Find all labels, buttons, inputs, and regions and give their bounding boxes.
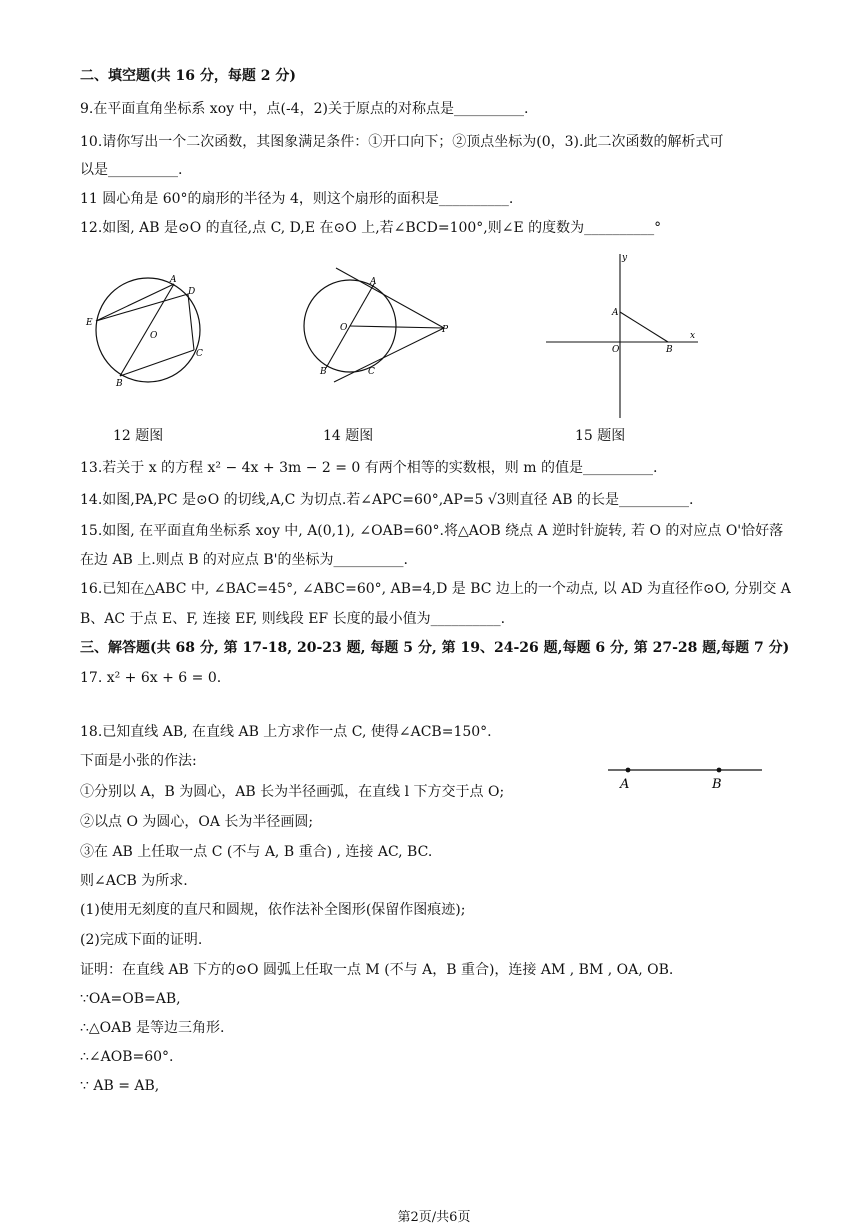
question-18-part-2: (2)完成下面的证明. <box>80 932 203 948</box>
fig14-label-a: A <box>370 277 377 287</box>
figure-15-caption: 15 题图 <box>575 428 626 444</box>
proof-line-1: 证明：在直线 AB 下方的⊙O 圆弧上任取一点 M (不与 A，B 重合)，连接 AM , BM , OA, OB. <box>80 962 674 978</box>
fig15-label-y: y <box>622 253 628 263</box>
question-18-step-3: ③在 AB 上任取一点 C (不与 A, B 重合) , 连接 AC, BC. <box>80 844 433 860</box>
question-18-line-1: 18.已知直线 AB, 在直线 AB 上方求作一点 C, 使得∠ACB=150°. <box>80 724 492 740</box>
question-11: 11 圆心角是 60°的扇形的半径为 4，则这个扇形的面积是__________. <box>80 191 514 207</box>
fig14-label-o: O <box>340 323 348 333</box>
fig15-label-x: x <box>690 331 696 341</box>
fig14-label-p: P <box>442 325 449 335</box>
page-footer: 第2页/共6页 <box>397 1210 471 1225</box>
fig18-label-b: B <box>712 777 722 792</box>
fig12-label-o: O <box>150 331 158 341</box>
question-10-line-2: 以是__________. <box>80 162 183 178</box>
fig14-label-b: B <box>320 367 327 377</box>
question-10-line-1: 10.请你写出一个二次函数，其图象满足条件：①开口向下；②顶点坐标为(0，3).此二次函数的解析式可 <box>80 134 724 150</box>
question-16-line-1: 16.已知在△ABC 中, ∠BAC=45°, ∠ABC=60°, AB=4,D 是 BC 边上的一个动点, 以 AD 为直径作⊙O, 分别交 A <box>80 581 791 597</box>
question-14: 14.如图,PA,PC 是⊙O 的切线,A,C 为切点.若∠APC=60°,AP=5 √3则直径 AB 的长是__________. <box>80 492 694 508</box>
fig14-label-c: C <box>368 367 375 377</box>
section-3-heading: 三、解答题(共 68 分, 第 17-18, 20-23 题, 每题 5 分, 第 19、24-26 题,每题 6 分, 第 27-28 题,每题 7 分) <box>80 640 790 656</box>
question-9: 9.在平面直角坐标系 xoy 中，点(-4，2)关于原点的对称点是__________. <box>80 101 529 117</box>
question-18-step-1: ①分别以 A，B 为圆心，AB 长为半径画弧，在直线 l 下方交于点 O; <box>80 784 505 800</box>
figure-18-diagram <box>604 758 768 792</box>
question-15-line-2: 在边 AB 上.则点 B 的对应点 B'的坐标为__________. <box>80 552 408 568</box>
question-17: 17. x² + 6x + 6 = 0. <box>80 670 222 686</box>
fig12-label-b: B <box>116 379 123 389</box>
fig12-label-e: E <box>86 318 93 328</box>
proof-line-3: ∴△OAB 是等边三角形. <box>80 1020 225 1036</box>
figure-12-caption: 12 题图 <box>113 428 164 444</box>
section-2-heading: 二、填空题(共 16 分，每题 2 分) <box>80 68 296 84</box>
fig15-label-a: A <box>612 308 619 318</box>
question-18-step-2: ②以点 O 为圆心，OA 长为半径画圆; <box>80 814 314 830</box>
fig15-label-b: B <box>666 345 673 355</box>
question-13: 13.若关于 x 的方程 x² − 4x + 3m − 2 = 0 有两个相等的实数根，则 m 的值是__________. <box>80 460 658 476</box>
figure-14-diagram <box>298 262 458 392</box>
question-18-part-1: (1)使用无刻度的直尺和圆规，依作法补全图形(保留作图痕迹); <box>80 902 466 918</box>
question-15-line-1: 15.如图, 在平面直角坐标系 xoy 中, A(0,1), ∠OAB=60°.将△AOB 绕点 A 逆时针旋转, 若 O 的对应点 O'恰好落 <box>80 523 784 539</box>
proof-line-4: ∴∠AOB=60°. <box>80 1049 174 1065</box>
fig15-label-o: O <box>612 345 620 355</box>
question-18-line-2: 下面是小张的作法: <box>80 753 197 769</box>
question-12: 12.如图, AB 是⊙O 的直径,点 C, D,E 在⊙O 上,若∠BCD=100°,则∠E 的度数为__________° <box>80 220 662 236</box>
fig12-label-d: D <box>188 287 196 297</box>
figure-12-diagram <box>82 268 212 393</box>
fig12-label-c: C <box>196 349 203 359</box>
question-16-line-2: B、AC 于点 E、F, 连接 EF, 则线段 EF 长度的最小值为__________. <box>80 611 506 627</box>
fig12-label-a: A <box>170 275 177 285</box>
figure-15-diagram <box>540 250 705 420</box>
proof-line-2: ∵OA=OB=AB, <box>80 991 181 1007</box>
fig18-label-a: A <box>620 777 630 792</box>
question-18-conclusion: 则∠ACB 为所求. <box>80 873 188 889</box>
proof-line-5: ∵ AB = AB, <box>80 1078 160 1094</box>
figure-14-caption: 14 题图 <box>323 428 374 444</box>
